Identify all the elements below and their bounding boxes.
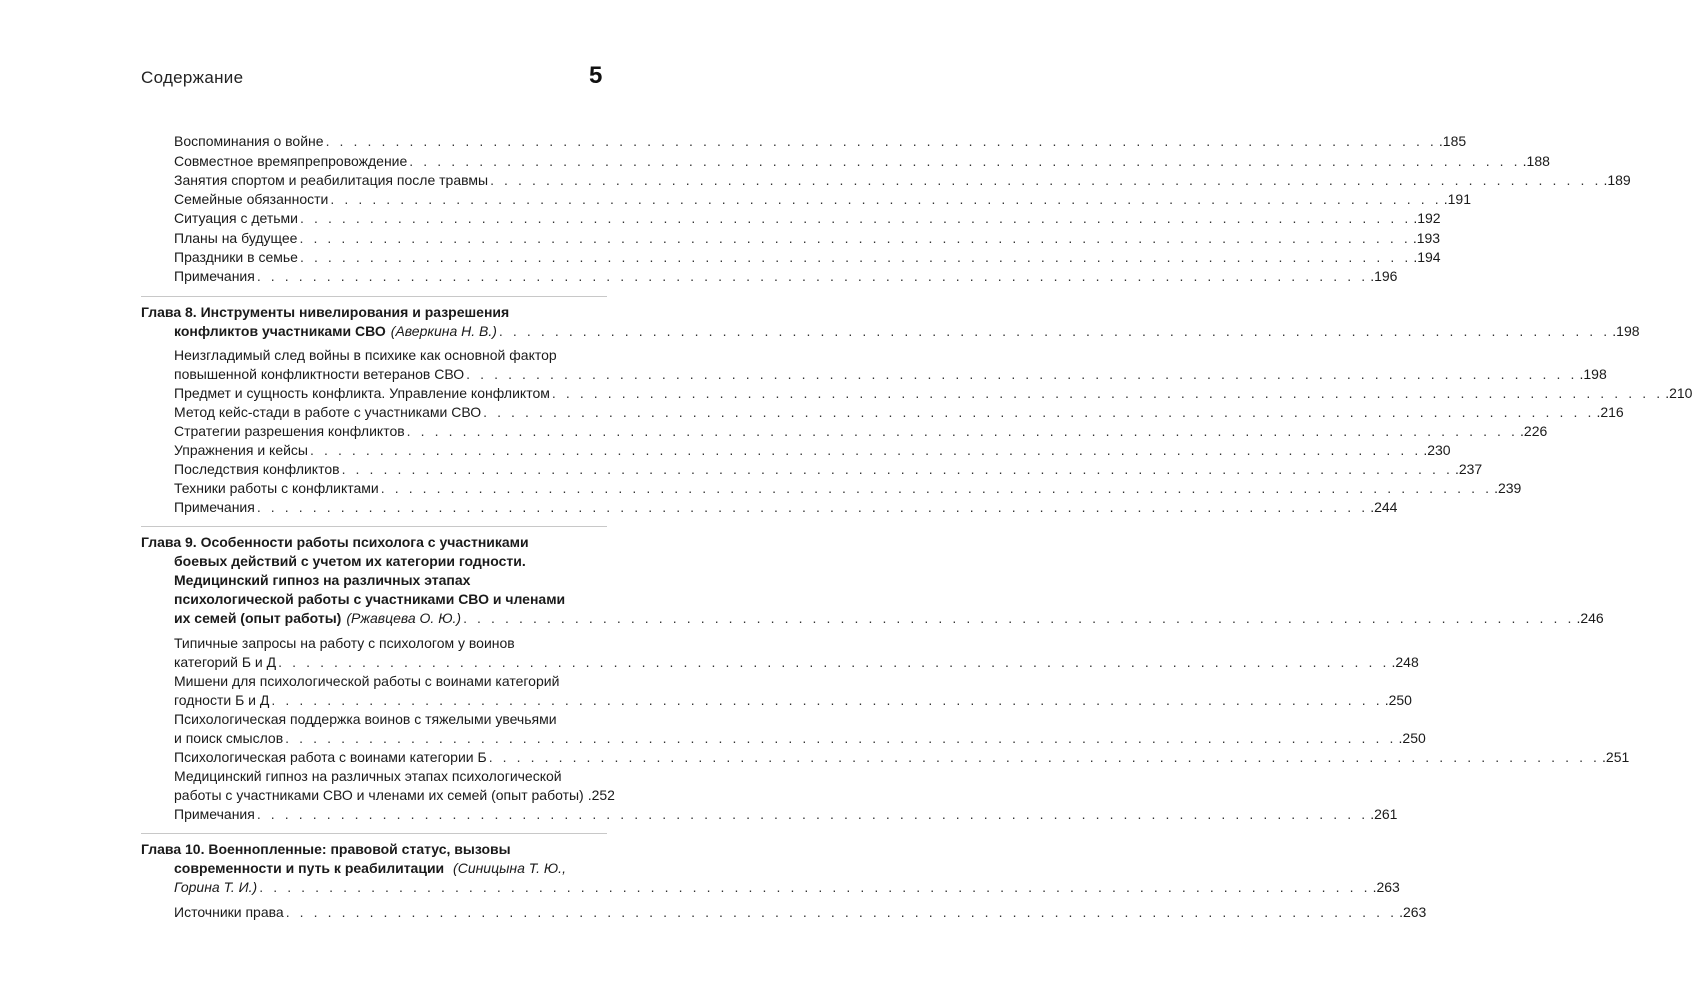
toc-entry[interactable] xyxy=(174,402,1624,422)
toc-entry-title: Занятия спортом и реабилитация после травмы xyxy=(174,172,489,188)
toc-entry[interactable] xyxy=(174,804,1398,824)
toc-entry-page: .226 xyxy=(1520,423,1548,439)
leader-dots: . . . . . . . . . . . . . . . . . . . . . . . . . . . . . . . . . . . . . . . . . . . . . . . . . . . . . . . . . . . . . . . . . . . . . . . . . . . . . . . . xyxy=(551,385,1664,401)
toc-entry-page: .198 xyxy=(1579,366,1607,382)
leader-dots: . . . . . . . . . . . . . . . . . . . . . . . . . . . . . . . . . . . . . . . . . . . . . . . . . . . . . . . . . . . . . . . . . . . . . . . . . . . . . . . . xyxy=(256,268,1369,284)
toc-entry-page: .185 xyxy=(1438,133,1467,149)
toc-entry-page: .263 xyxy=(1372,879,1400,895)
toc-entry-title[interactable]: Медицинский гипноз на различных этапах психологической xyxy=(174,768,562,784)
toc-entry-title: Семейные обязанности xyxy=(174,191,329,207)
leader-dots: . . . . . . . . . . . . . . . . . . . . . . . . . . . . . . . . . . . . . . . . . . . . . . . . . . . . . . . . . . . . . . . . . . . . . . . . . . . . . . . . xyxy=(341,461,1453,477)
toc-entry-title: Упражнения и кейсы xyxy=(174,442,308,458)
toc-entry[interactable] xyxy=(174,208,1441,228)
toc-entry-page: .252 xyxy=(587,787,615,803)
chapter-heading-text: их семей (опыт работы) xyxy=(174,610,342,626)
leader-dots: . . . . . . . . . . . . . . . . . . . . . . . . . . . . . . . . . . . . . . . . . . . . . . . . . . . . . . . . . . . . . . . . . . . . . . . . . . . . . . . . xyxy=(406,423,1519,439)
toc-entry[interactable] xyxy=(174,747,1630,767)
chapter-author: (Синицына Т. Ю., xyxy=(453,860,566,876)
toc-entry-title: Последствия конфликтов xyxy=(174,461,340,477)
toc-entry[interactable] xyxy=(174,170,1631,190)
toc-entry-page: .210 xyxy=(1665,385,1692,401)
toc-entry[interactable] xyxy=(174,247,1441,267)
leader-dots: . . . . . . . . . . . . . . . . . . . . . . . . . . . . . . . . . . . . . . . . . . . . . . . . . . . . . . . . . . . . . . . . . . . . . . . . . . . . . . . . xyxy=(256,806,1369,822)
toc-entry[interactable] xyxy=(174,228,1441,248)
leader-dots: . . . . . . . . . . . . . . . . . . . . . . . . . . . . . . . . . . . . . . . . . . . . . . . . . . . . . . . . . . . . . . . . . . . . . . . . . . . . . . . . xyxy=(466,366,1578,382)
toc-entry-title: категорий Б и Д xyxy=(174,654,277,670)
leader-dots: . . . . . . . . . . . . . . . . . . . . . . . . . . . . . . . . . . . . . . . . . . . . . . . . . . . . . . . . . . . . . . . . . . . . . . . . . . . . . . . . xyxy=(490,172,1602,188)
toc-entry[interactable] xyxy=(174,902,1427,922)
leader-dots: . . . . . . . . . . . . . . . . . . . . . . . . . . . . . . . . . . . . . . . . . . . . . . . . . . . . . . . . . . . . . . . . . . . . . . . . . . . . . . . . xyxy=(285,904,1398,920)
leader-dots: . . . . . . . . . . . . . . . . . . . . . . . . . . . . . . . . . . . . . . . . . . . . . . . . . . . . . . . . . . . . . . . . . . . . . . . . . . . . . . . . xyxy=(278,654,1390,670)
toc-entry-title: Воспоминания о войне xyxy=(174,133,324,149)
chapter-heading-line: психологической работы с участниками СВО и членами xyxy=(174,591,566,607)
toc-entry[interactable] xyxy=(174,459,1483,479)
toc-entry-page: .196 xyxy=(1370,268,1398,284)
toc-entry-title: Планы на будущее xyxy=(174,230,298,246)
toc-entry[interactable] xyxy=(174,728,1426,748)
toc-entry[interactable] xyxy=(174,497,1398,517)
leader-dots: . . . . . . . . . . . . . . . . . . . . . . . . . . . . . . . . . . . . . . . . . . . . . . . . . . . . . . . . . . . . . . . . . . . . . . . . . . . . . . . . xyxy=(309,442,1422,458)
chapter-heading-text: современности и путь к реабилитации xyxy=(174,860,445,876)
toc-entry[interactable] xyxy=(174,440,1451,460)
toc-entry-title: Примечания xyxy=(174,499,255,515)
leader-dots: . . . . . . . . . . . . . . . . . . . . . . . . . . . . . . . . . . . . . . . . . . . . . . . . . . . . . . . . . . . . . . . . . . . . . . . . . . . . . . . . xyxy=(256,499,1369,515)
toc-entry-page: .193 xyxy=(1412,230,1441,246)
toc-entry-page: .244 xyxy=(1370,499,1398,515)
toc-entry-page: .250 xyxy=(1384,692,1412,708)
leader-dots: . . . . . . . . . . . . . . . . . . . . . . . . . . . . . . . . . . . . . . . . . . . . . . . . . . . . . . . . . . . . . . . . . . . . . . . . . . . . . . . . xyxy=(299,210,1412,226)
toc-entry-title: Праздники в семье xyxy=(174,249,298,265)
toc-entry-page: .188 xyxy=(1522,153,1550,169)
leader-dots: . . . . . . . . . . . . . . . . . . . . . . . . . . . . . . . . . . . . . . . . . . . . . . . . . . . . . . . . . . . . . . . . . . . . . . . . . . . . . . . . xyxy=(488,749,1601,765)
leader-dots: . . . . . . . . . . . . . . . . . . . . . . . . . . . . . . . . . . . . . . . . . . . . . . . . . . . . . . . . . . . . . . . . . . . . . . . . . . . . . . . . xyxy=(299,249,1412,265)
toc-entry-page: .189 xyxy=(1603,172,1631,188)
toc-entry-title: и поиск смыслов xyxy=(174,730,284,746)
toc-entry-page: .191 xyxy=(1443,191,1471,207)
page-number: 5 xyxy=(589,62,603,89)
leader-dots: . . . . . . . . . . . . . . . . . . . . . . . . . . . . . . . . . . . . . . . . . . . . . . . . . . . . . . . . . . . . . . . . . . . . . . . . . . . . . . . . xyxy=(498,323,1611,339)
toc-entry[interactable] xyxy=(174,266,1398,286)
toc-entry-title: Совместное времяпрепровождение xyxy=(174,153,408,169)
toc-entry-title: повышенной конфликтности ветеранов СВО xyxy=(174,366,465,382)
chapter-heading-entry[interactable] xyxy=(174,608,1604,628)
toc-entry[interactable] xyxy=(174,189,1471,209)
toc-entry[interactable] xyxy=(174,690,1412,710)
leader-dots: . . . . . . . . . . . . . . . . . . . . . . . . . . . . . . . . . . . . . . . . . . . . . . . . . . . . . . . . . . . . . . . . . . . . . . . . . . . . . . . . xyxy=(325,133,1437,149)
toc-entry-page: .216 xyxy=(1596,404,1624,420)
toc-entry-page: .192 xyxy=(1413,210,1441,226)
toc-entry-page: .237 xyxy=(1454,461,1483,477)
toc-entry[interactable] xyxy=(174,785,615,805)
toc-entry-title: работы с участниками СВО и членами их семей (опыт работы) xyxy=(174,787,584,803)
toc-entry[interactable] xyxy=(174,421,1548,441)
leader-dots: . . . . . . . . . . . . . . . . . . . . . . . . . . . . . . . . . . . . . . . . . . . . . . . . . . . . . . . . . . . . . . . . . . . . . . . . . . . . . . . . xyxy=(259,879,1371,895)
leader-dots: . . . . . . . . . . . . . . . . . . . . . . . . . . . . . . . . . . . . . . . . . . . . . . . . . . . . . . . . . . . . . . . . . . . . . . . . . . . . . . . . xyxy=(271,692,1383,708)
section-divider xyxy=(141,526,607,527)
toc-entry-title: годности Б и Д xyxy=(174,692,270,708)
chapter-heading-text: конфликтов участниками СВО xyxy=(174,323,386,339)
toc-entry[interactable] xyxy=(174,151,1550,171)
toc-entry-title[interactable]: Мишени для психологической работы с воинами категорий xyxy=(174,673,560,689)
section-divider xyxy=(141,296,607,297)
toc-entry[interactable] xyxy=(174,383,1692,403)
leader-dots: . . . . . . . . . . . . . . . . . . . . . . . . . . . . . . . . . . . . . . . . . . . . . . . . . . . . . . . . . . . . . . . . . . . . . . . . . . . . . . . . xyxy=(463,610,1575,626)
chapter-author: Горина Т. И.) xyxy=(174,879,258,895)
chapter-heading[interactable]: Глава 8. Инструменты нивелирования и разрешения xyxy=(141,304,510,320)
chapter-author: (Аверкина Н. В.) xyxy=(390,323,497,339)
chapter-heading[interactable]: Глава 10. Военнопленные: правовой статус, вызовы xyxy=(141,841,511,857)
toc-entry-page: .261 xyxy=(1370,806,1398,822)
toc-entry-title[interactable]: Психологическая поддержка воинов с тяжелыми увечьями xyxy=(174,711,557,727)
chapter-heading[interactable]: Глава 9. Особенности работы психолога с участниками xyxy=(141,534,529,550)
toc-entry-title: Стратегии разрешения конфликтов xyxy=(174,423,405,439)
toc-entry-title: Примечания xyxy=(174,806,255,822)
toc-entry-title: Примечания xyxy=(174,268,255,284)
toc-entry-title[interactable]: Типичные запросы на работу с психологом у воинов xyxy=(174,635,515,651)
toc-entry-page: .246 xyxy=(1576,610,1604,626)
toc-entry-title[interactable]: Неизгладимый след войны в психике как основной фактор xyxy=(174,347,557,363)
chapter-heading-entry[interactable] xyxy=(174,321,1640,341)
toc-entry-title: Психологическая работа с воинами категории Б xyxy=(174,749,487,765)
leader-dots: . . . . . . . . . . . . . . . . . . . . . . . . . . . . . . . . . . . . . . . . . . . . . . . . . . . . . . . . . . . . . . . . . . . . . . . . . . . . . . . . xyxy=(409,153,1521,169)
running-header-title: Содержание xyxy=(141,68,244,87)
toc-entry-page: .251 xyxy=(1602,749,1630,765)
toc-entry[interactable] xyxy=(174,478,1522,498)
toc-entry-page: .248 xyxy=(1391,654,1419,670)
toc-entry-page: .263 xyxy=(1399,904,1427,920)
toc-entry-title: Предмет и сущность конфликта. Управление конфликтом xyxy=(174,385,550,401)
toc-entry-page: .230 xyxy=(1423,442,1451,458)
toc-entry-page: .198 xyxy=(1612,323,1640,339)
toc-entry[interactable] xyxy=(174,652,1419,672)
leader-dots: . . . . . . . . . . . . . . . . . . . . . . . . . . . . . . . . . . . . . . . . . . . . . . . . . . . . . . . . . . . . . . . . . . . . . . . . . . . . . . . . xyxy=(330,191,1442,207)
chapter-heading-line: боевых действий с учетом их категории годности. xyxy=(174,553,526,569)
toc-entry[interactable] xyxy=(174,364,1607,384)
toc-entry[interactable] xyxy=(174,131,1467,151)
chapter-heading-line: Медицинский гипноз на различных этапах xyxy=(174,572,471,588)
leader-dots: . . . . . . . . . . . . . . . . . . . . . . . . . . . . . . . . . . . . . . . . . . . . . . . . . . . . . . . . . . . . . . . . . . . . . . . . . . . . . . . . xyxy=(285,730,1397,746)
chapter-author: (Ржавцева О. Ю.) xyxy=(346,610,462,626)
leader-dots: . . . . . . . . . . . . . . . . . . . . . . . . . . . . . . . . . . . . . . . . . . . . . . . . . . . . . . . . . . . . . . . . . . . . . . . . . . . . . . . . xyxy=(299,230,1411,246)
toc-entry-title: Источники права xyxy=(174,904,284,920)
toc-entry-title: Метод кейс-стади в работе с участниками СВО xyxy=(174,404,482,420)
leader-dots: . . . . . . . . . . . . . . . . . . . . . . . . . . . . . . . . . . . . . . . . . . . . . . . . . . . . . . . . . . . . . . . . . . . . . . . . . . . . . . . . xyxy=(483,404,1595,420)
chapter-heading-line xyxy=(174,858,566,878)
toc-entry-title: Ситуация с детьми xyxy=(174,210,298,226)
toc-entry-page: .194 xyxy=(1413,249,1441,265)
section-divider xyxy=(141,833,607,834)
toc-entry-page: .239 xyxy=(1494,480,1522,496)
toc-entry-page: .250 xyxy=(1398,730,1426,746)
toc-entry-title: Техники работы с конфликтами xyxy=(174,480,379,496)
leader-dots: . . . . . . . . . . . . . . . . . . . . . . . . . . . . . . . . . . . . . . . . . . . . . . . . . . . . . . . . . . . . . . . . . . . . . . . . . . . . . . . . xyxy=(380,480,1493,496)
chapter-heading-entry[interactable] xyxy=(174,877,1400,897)
